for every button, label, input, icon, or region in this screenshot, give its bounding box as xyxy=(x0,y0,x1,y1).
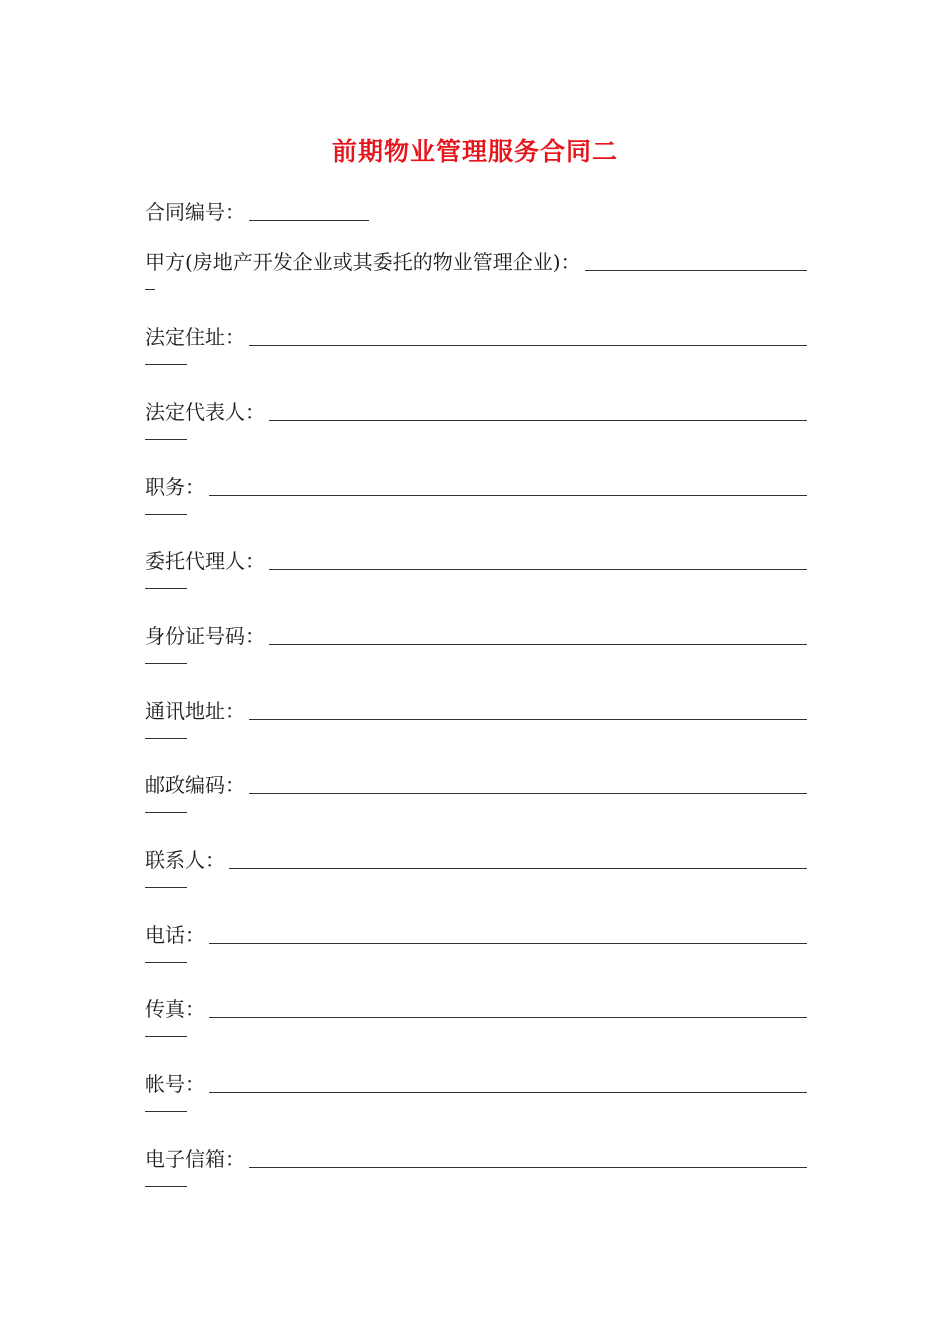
field-email xyxy=(145,1144,807,1219)
field-blank-continuation xyxy=(145,962,187,963)
field-blank-continuation xyxy=(145,1036,187,1037)
field-mailing-address xyxy=(145,696,807,771)
field-blank-continuation xyxy=(145,663,187,664)
field-id-number xyxy=(145,621,807,696)
field-label: 法定代表人： xyxy=(145,400,265,424)
field-blank xyxy=(249,793,807,794)
contract-number-label: 合同编号： xyxy=(145,200,245,224)
contract-number-blank xyxy=(249,220,369,221)
field-blank-continuation xyxy=(145,364,187,365)
field-blank xyxy=(209,495,807,496)
field-blank-continuation xyxy=(145,812,187,813)
field-blank xyxy=(269,420,807,421)
field-blank-continuation xyxy=(145,1111,187,1112)
field-blank xyxy=(249,719,807,720)
field-blank xyxy=(209,943,807,944)
field-blank-continuation xyxy=(145,439,187,440)
field-blank-continuation xyxy=(145,588,187,589)
field-position xyxy=(145,472,807,547)
page-title: 前期物业管理服务合同二 xyxy=(331,137,618,166)
field-blank-continuation xyxy=(145,887,187,888)
field-label: 职务： xyxy=(145,475,205,499)
field-authorized-agent xyxy=(145,546,807,621)
field-label: 电话： xyxy=(145,923,205,947)
field-blank xyxy=(249,345,807,346)
field-legal-address xyxy=(145,322,807,397)
field-fax xyxy=(145,994,807,1069)
field-blank xyxy=(585,270,807,271)
field-blank xyxy=(209,1092,807,1093)
field-label: 通讯地址： xyxy=(145,699,245,723)
field-blank-continuation xyxy=(145,738,187,739)
field-legal-representative xyxy=(145,397,807,472)
field-label: 传真： xyxy=(145,997,205,1021)
field-blank-continuation xyxy=(145,289,155,290)
field-blank xyxy=(249,1167,807,1168)
field-blank xyxy=(269,644,807,645)
field-account-number xyxy=(145,1069,807,1144)
field-blank xyxy=(229,868,807,869)
field-contact-person xyxy=(145,845,807,920)
field-blank-continuation xyxy=(145,1186,187,1187)
field-label: 甲方(房地产开发企业或其委托的物业管理企业)： xyxy=(145,250,581,274)
field-label: 邮政编码： xyxy=(145,773,245,797)
field-label: 帐号： xyxy=(145,1072,205,1096)
field-blank xyxy=(209,1017,807,1018)
field-postal-code xyxy=(145,770,807,845)
field-label: 委托代理人： xyxy=(145,549,265,573)
field-party-a xyxy=(145,247,807,322)
field-blank xyxy=(269,569,807,570)
field-telephone xyxy=(145,920,807,995)
field-blank-continuation xyxy=(145,514,187,515)
field-label: 身份证号码： xyxy=(145,624,265,648)
field-label: 法定住址： xyxy=(145,325,245,349)
field-label: 联系人： xyxy=(145,848,225,872)
field-label: 电子信箱： xyxy=(145,1147,245,1171)
